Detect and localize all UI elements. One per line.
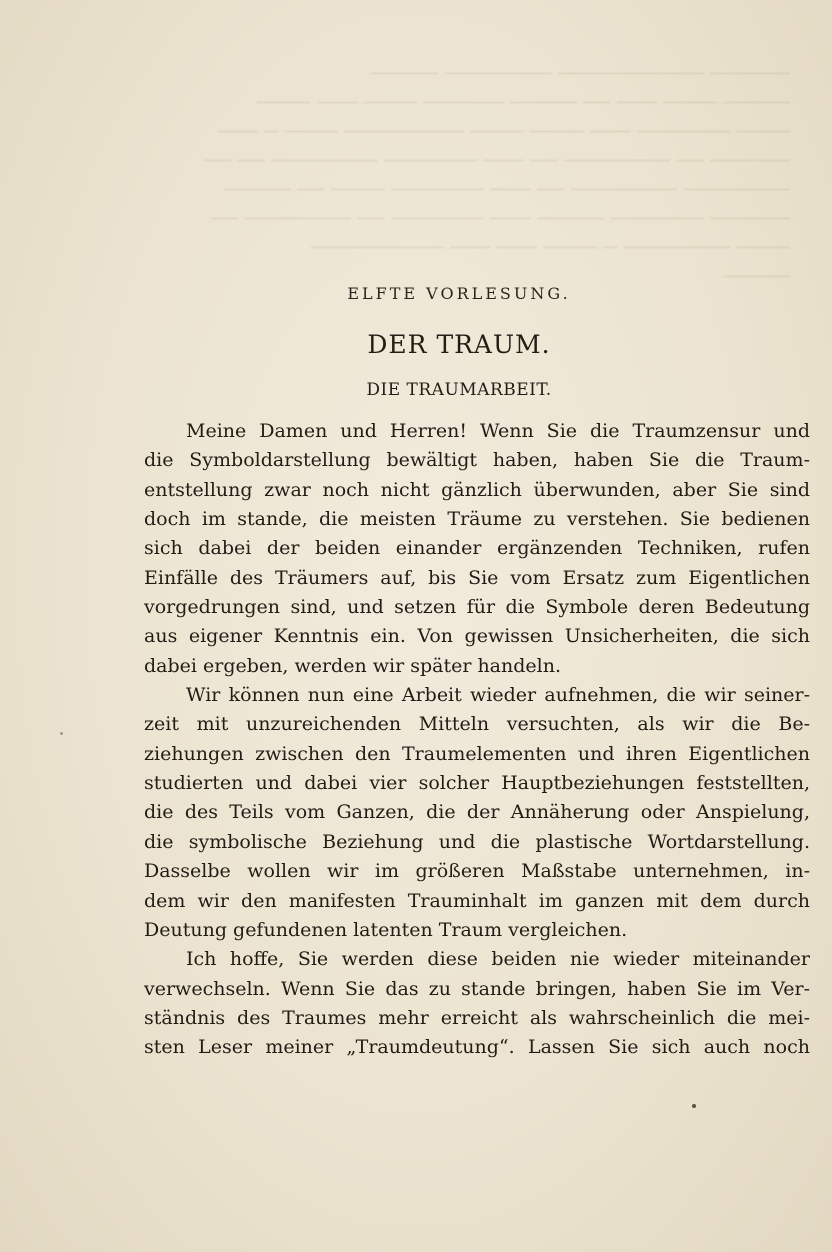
ink-speck <box>60 732 63 735</box>
text-line: aus eigener Kenntnis ein. Von gewissen Unsicherheiten, die sich <box>144 625 810 648</box>
text-line: doch im stande, die meisten Träume zu verstehen. Sie bedienen <box>144 508 810 531</box>
text-line: sich dabei der beiden einander ergänzenden Techniken, rufen <box>144 537 810 560</box>
text-line: vorgedrungen sind, und setzen für die Symbole deren Bedeutung <box>144 596 810 619</box>
text-line: verwechseln. Wenn Sie das zu stande bringen, haben Sie im Ver- <box>144 977 810 1000</box>
text-line: Ich hoffe, Sie werden diese beiden nie wieder miteinander <box>186 948 810 971</box>
chapter-heading: ELFTE VORLESUNG. <box>347 284 571 303</box>
text-line: die Symboldarstellung bewältigt haben, haben Sie die Traum- <box>144 449 810 472</box>
text-line: ständnis des Traumes mehr erreicht als wahrscheinlich die mei- <box>144 1006 810 1029</box>
text-line: zeit mit unzureichenden Mitteln versuchten, als wir die Be- <box>144 713 810 736</box>
text-line: ziehungen zwischen den Traumelementen und ihren Eigentlichen <box>144 742 810 765</box>
text-line: studierten und dabei vier solcher Hauptbeziehungen feststellten, <box>144 772 810 795</box>
text-line: die des Teils vom Ganzen, die der Annäherung oder Anspielung, <box>144 801 810 824</box>
paragraph <box>144 945 810 1062</box>
text-line: die symbolische Beziehung und die plastische Wortdarstellung. <box>144 830 810 853</box>
text-line: Deutung gefundenen latenten Traum vergleichen. <box>144 918 628 941</box>
text-line: sten Leser meiner „Traumdeutung“. Lassen Sie sich auch noch <box>144 1036 810 1059</box>
text-line: Wir können nun eine Arbeit wieder aufnehmen, die wir seiner- <box>186 684 810 707</box>
text-line: entstellung zwar noch nicht gänzlich überwunden, aber Sie sind <box>144 478 810 501</box>
text-line: dabei ergeben, werden wir später handeln. <box>144 654 562 677</box>
body-text <box>144 417 810 1063</box>
ink-speck <box>692 1104 696 1108</box>
chapter-title: DER TRAUM. <box>367 330 551 359</box>
text-line: Dasselbe wollen wir im größeren Maßstabe unternehmen, in- <box>144 860 810 883</box>
text-line: Meine Damen und Herren! Wenn Sie die Traumzensur und <box>186 420 810 442</box>
show-through-text: ────── ─────────── ──────── ───── ───── ──── ─── ── ───── ────── ──── ─── ──── ──── ─────── ─── ──── ──── ───────── ──── ─ ─── ────── ── ──────── ── ─── ─────── ──────── ── ── ──────── ──────── ── ─── ─────── ──── ── ───── ────── ─────── ───── ─── ─────── ── ──────── ── ──── ──────── ─ ──── ─── ─── ────────── ───── <box>204 62 790 290</box>
text-line: Einfälle des Träumers auf, bis Sie vom Ersatz zum Eigentlichen <box>144 566 810 589</box>
text-line: dem wir den manifesten Trauminhalt im ganzen mit dem durch <box>144 889 810 912</box>
paragraph <box>144 417 810 681</box>
paragraph <box>144 681 810 945</box>
chapter-subtitle: DIE TRAUMARBEIT. <box>366 380 552 400</box>
